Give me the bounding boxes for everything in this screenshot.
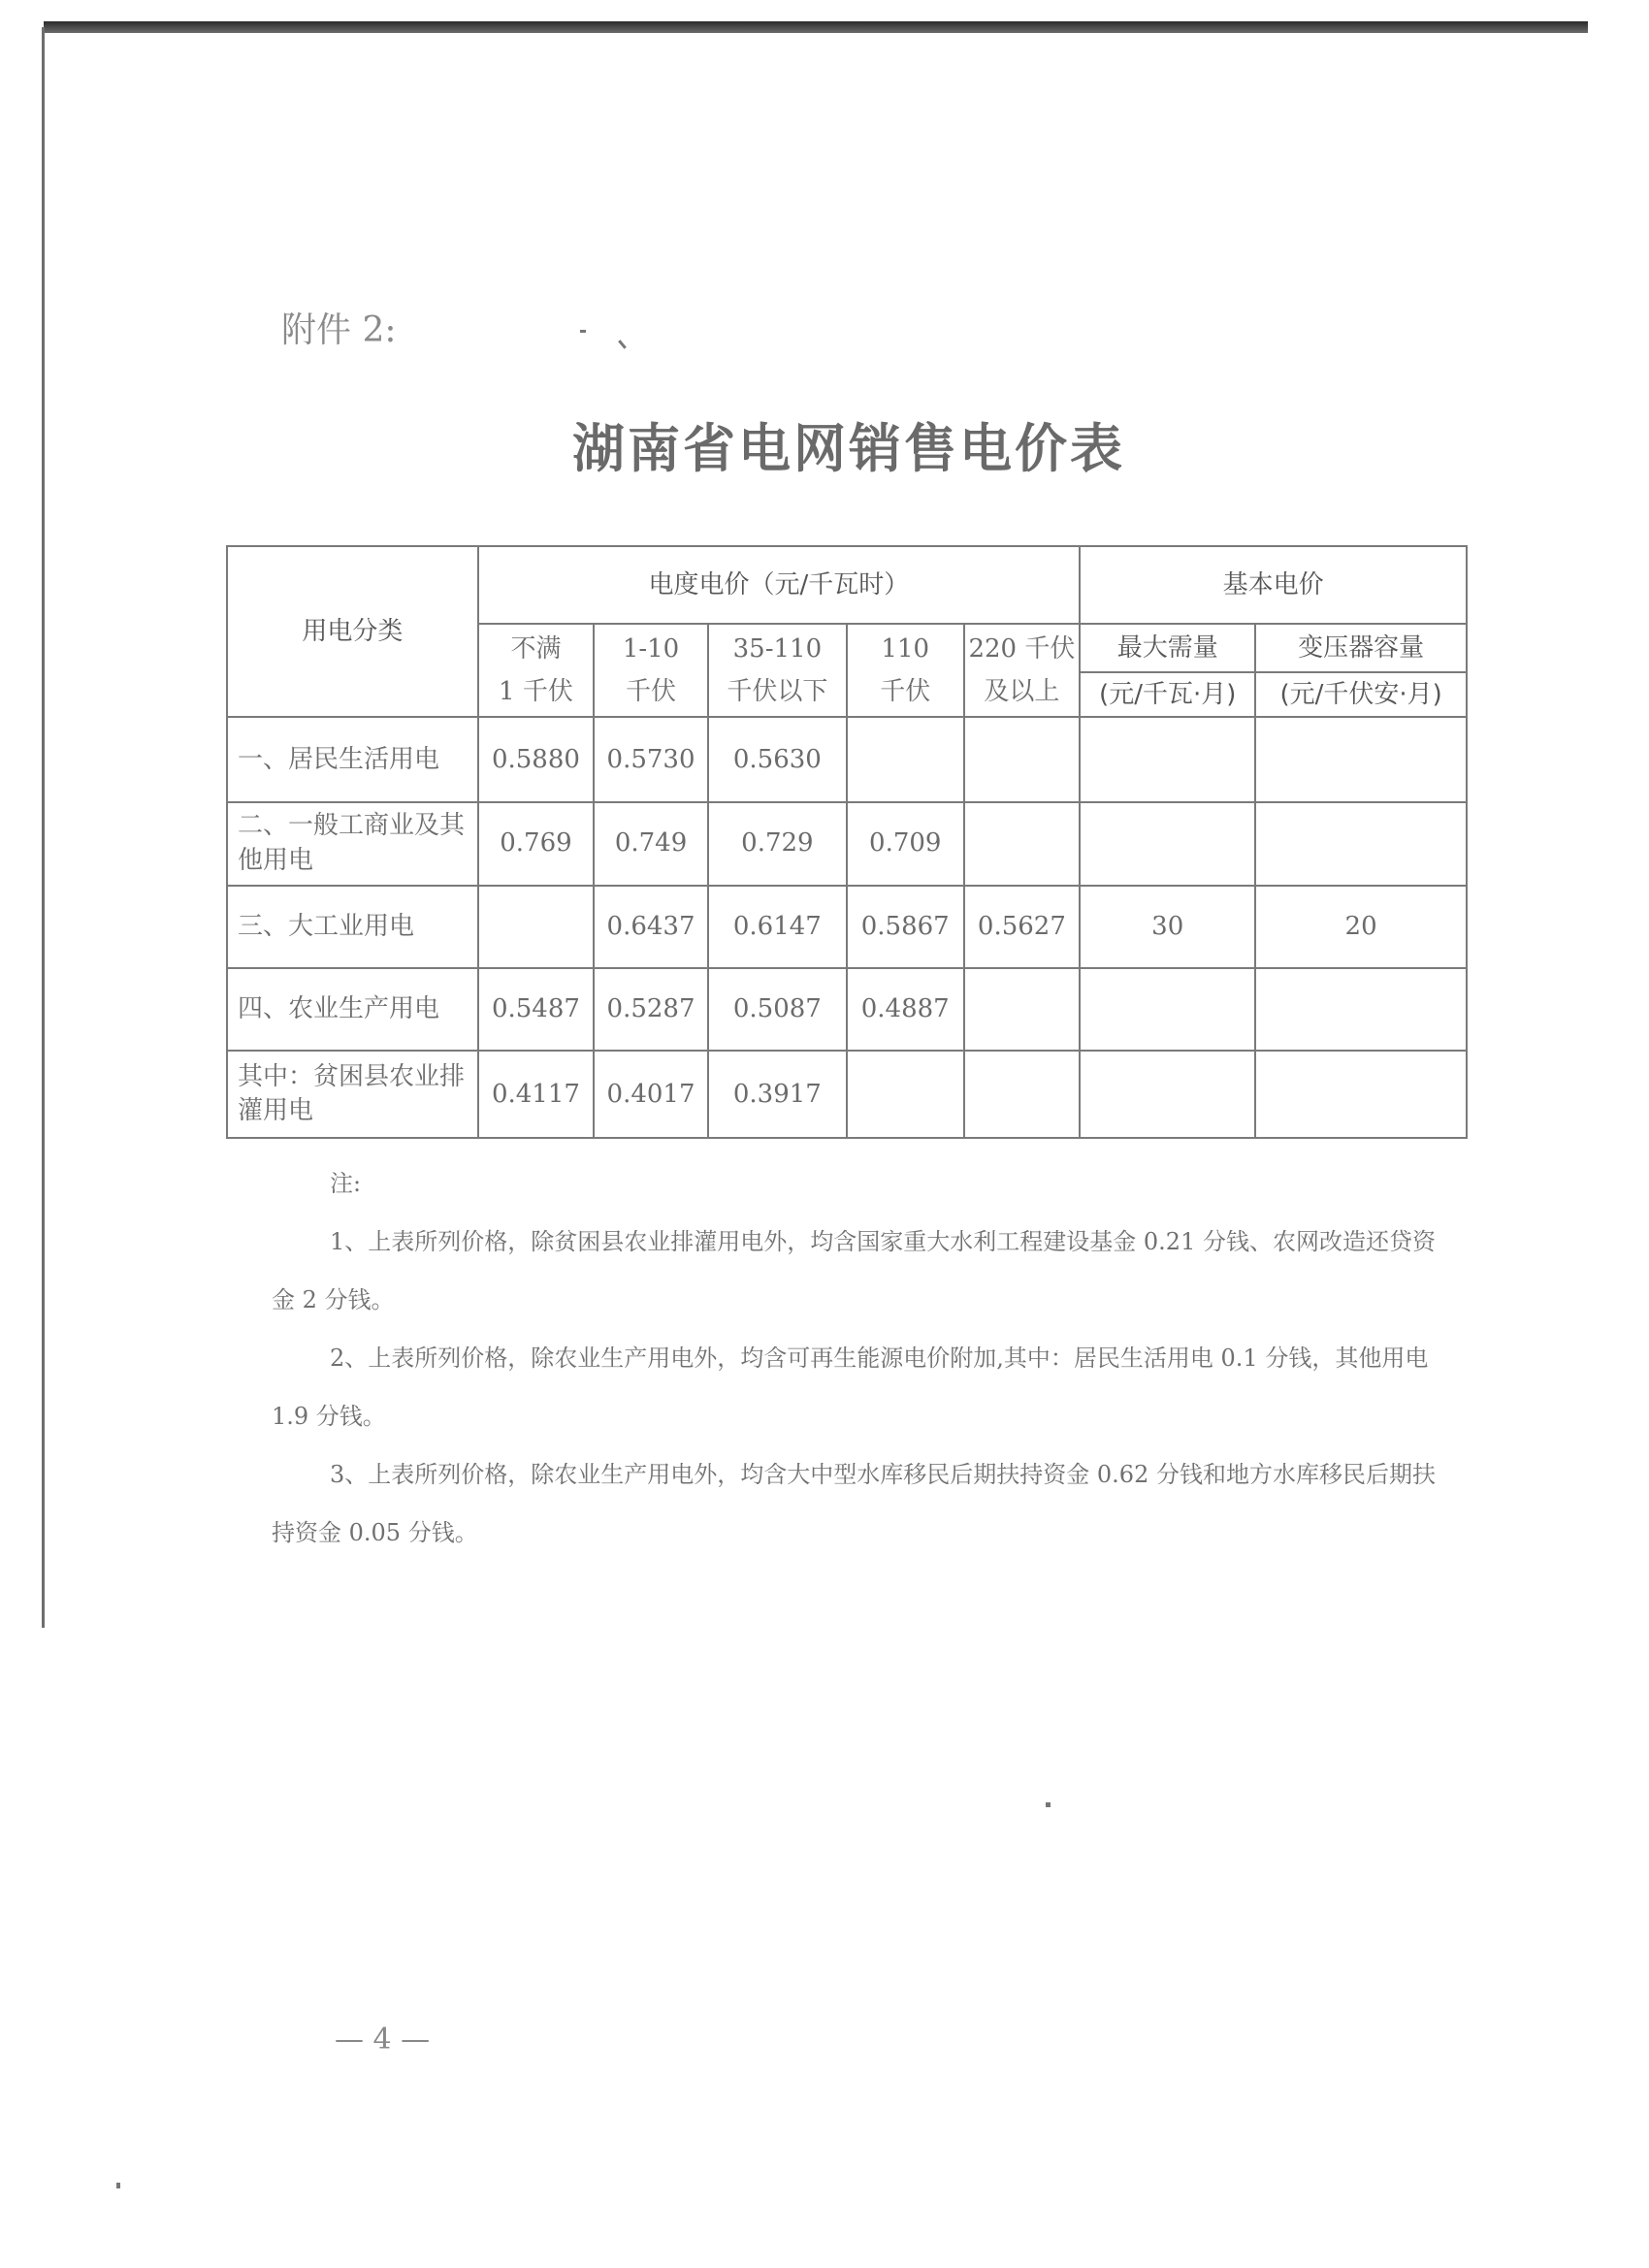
voltage-header: 35-110 千伏以下 — [708, 624, 847, 717]
price-cell: 20 — [1255, 886, 1467, 968]
voltage-header: 220 千伏 及以上 — [964, 624, 1081, 717]
note-item: 1、上表所列价格，除贫困县农业排灌用电外，均含国家重大水利工程建设基金 0.21 分钱、农网改造还贷资金 2 分钱。 — [272, 1228, 1436, 1313]
scan-speck — [618, 340, 627, 349]
price-cell: 0.6437 — [594, 886, 708, 968]
price-cell: 0.729 — [708, 802, 847, 886]
page-number: — 4 — — [335, 2023, 431, 2057]
table-row — [227, 802, 1467, 886]
price-cell — [1080, 968, 1255, 1051]
price-cell: 0.5867 — [847, 886, 964, 968]
table-row — [227, 717, 1467, 801]
attachment-label: 附件 2: — [281, 310, 397, 350]
price-cell — [847, 1051, 964, 1138]
price-cell: 0.5487 — [478, 968, 595, 1051]
row-category: 三、大工业用电 — [227, 886, 478, 968]
scan-speck — [1046, 1802, 1051, 1807]
page-title: 湖南省电网销售电价表 — [572, 417, 1125, 479]
price-cell — [964, 717, 1081, 801]
price-cell — [1080, 802, 1255, 886]
price-cell — [1255, 717, 1467, 801]
price-cell: 0.5087 — [708, 968, 847, 1051]
row-category: 二、一般工商业及其他用电 — [227, 802, 478, 886]
price-cell: 0.6147 — [708, 886, 847, 968]
price-cell — [1255, 968, 1467, 1051]
note-item: 3、上表所列价格，除农业生产用电外，均含大中型水库移民后期扶持资金 0.62 分钱和地方水库移民后期扶持资金 0.05 分钱。 — [272, 1461, 1436, 1546]
price-cell — [964, 1051, 1081, 1138]
price-cell: 0.4017 — [594, 1051, 708, 1138]
max-demand-header: 最大需量 — [1080, 624, 1255, 672]
transformer-capacity-unit: (元/千伏安·月) — [1255, 672, 1467, 717]
scan-speck — [116, 2183, 120, 2188]
basic-price-header: 基本电价 — [1080, 546, 1467, 624]
price-cell — [964, 968, 1081, 1051]
notes-section — [272, 1154, 1436, 1562]
price-cell: 0.5287 — [594, 968, 708, 1051]
note-item: 2、上表所列价格，除农业生产用电外，均含可再生能源电价附加,其中：居民生活用电 0.1 分钱，其他用电 1.9 分钱。 — [272, 1345, 1429, 1430]
scan-top-edge — [44, 21, 1588, 33]
scan-left-edge — [42, 27, 45, 1628]
category-header: 用电分类 — [227, 546, 478, 717]
row-category: 四、农业生产用电 — [227, 968, 478, 1051]
price-cell — [1080, 1051, 1255, 1138]
price-cell — [1255, 802, 1467, 886]
notes-heading: 注: — [330, 1170, 362, 1197]
price-cell — [964, 802, 1081, 886]
price-cell: 0.5630 — [708, 717, 847, 801]
price-table — [226, 545, 1468, 1139]
price-cell: 0.3917 — [708, 1051, 847, 1138]
voltage-header: 1-10 千伏 — [594, 624, 708, 717]
price-cell: 0.5880 — [478, 717, 595, 801]
table-row — [227, 1051, 1467, 1138]
price-cell: 0.4117 — [478, 1051, 595, 1138]
row-category: 其中：贫困县农业排灌用电 — [227, 1051, 478, 1138]
energy-price-header: 电度电价（元/千瓦时） — [478, 546, 1081, 624]
price-cell: 0.4887 — [847, 968, 964, 1051]
transformer-capacity-header: 变压器容量 — [1255, 624, 1467, 672]
scan-speck — [580, 330, 586, 333]
price-cell: 30 — [1080, 886, 1255, 968]
price-cell: 0.749 — [594, 802, 708, 886]
price-cell — [478, 886, 595, 968]
max-demand-unit: (元/千瓦·月) — [1080, 672, 1255, 717]
price-cell: 0.769 — [478, 802, 595, 886]
price-cell: 0.5730 — [594, 717, 708, 801]
voltage-header: 110 千伏 — [847, 624, 964, 717]
price-cell — [847, 717, 964, 801]
table-row — [227, 886, 1467, 968]
price-cell — [1255, 1051, 1467, 1138]
price-cell: 0.709 — [847, 802, 964, 886]
price-cell — [1080, 717, 1255, 801]
voltage-header: 不满 1 千伏 — [478, 624, 595, 717]
table-row — [227, 968, 1467, 1051]
price-cell: 0.5627 — [964, 886, 1081, 968]
row-category: 一、居民生活用电 — [227, 717, 478, 801]
